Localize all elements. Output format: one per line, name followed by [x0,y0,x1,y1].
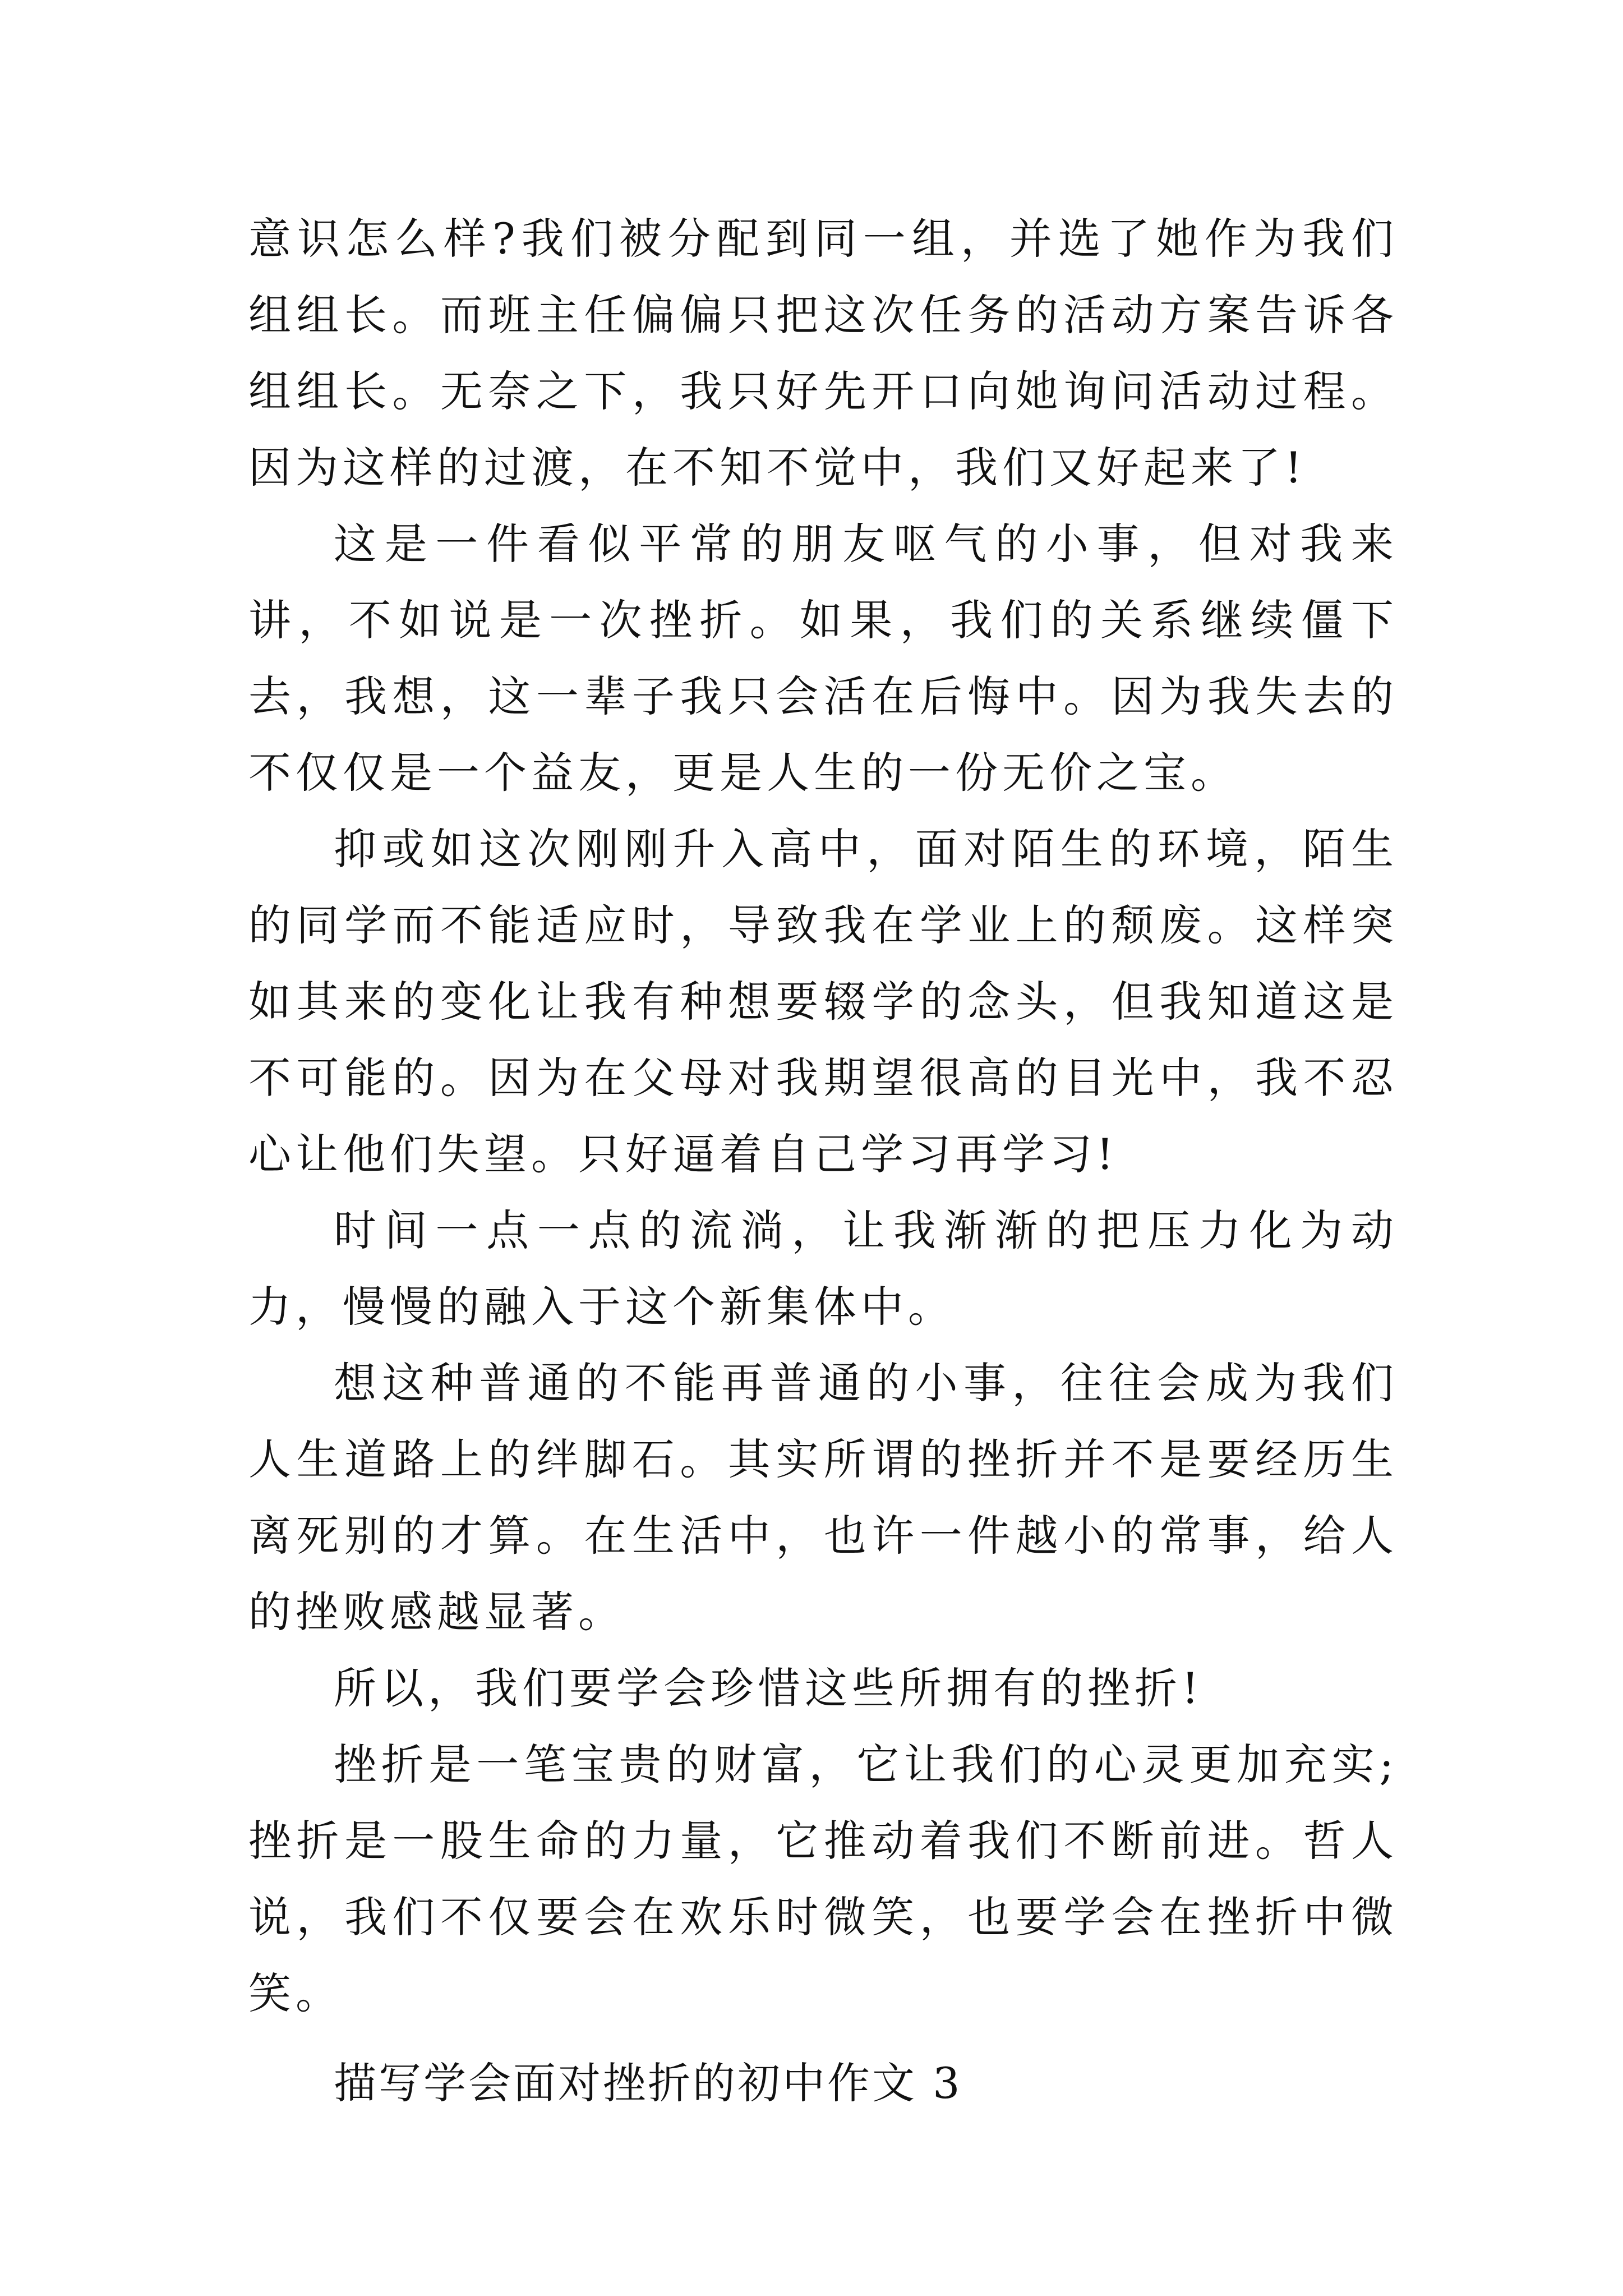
paragraph-6: 所以，我们要学会珍惜这些所拥有的挫折! [334,1663,1204,1713]
paragraph-2: 这是一件看似平常的朋友呕气的小事，但对我来讲，不如说是一次挫折。如果，我们的关系继续僵下去，我想，这一辈子我只会活在后悔中。因为我失去的不仅仅是一个益友，更是人生的一份无价之宝。 [248,519,1398,798]
paragraph-7: 挫折是一笔宝贵的财富，它让我们的心灵更加充实;挫折是一股生命的力量，它推动着我们不断前进。哲人说，我们不仅要会在欢乐时微笑，也要学会在挫折中微笑。 [248,1740,1398,2018]
paragraph-1: 意识怎么样?我们被分配到同一组，并选了她作为我们组组长。而班主任偏偏只把这次任务的活动方案告诉各组组长。无奈之下，我只好先开口向她询问活动过程。因为这样的过渡，在不知不觉中，我们又好起来了! [248,214,1398,493]
essay-body [248,201,1398,2122]
paragraph-4: 时间一点一点的流淌，让我渐渐的把压力化为动力，慢慢的融入于这个新集体中。 [248,1205,1398,1332]
paragraph-5: 想这种普通的不能再普通的小事，往往会成为我们人生道路上的绊脚石。其实所谓的挫折并不是要经历生离死别的才算。在生活中，也许一件越小的常事，给人的挫败感越显著。 [248,1358,1398,1637]
section-heading: 描写学会面对挫折的初中作文 3 [334,2058,962,2108]
paragraph-3: 抑或如这次刚刚升入高中，面对陌生的环境，陌生的同学而不能适应时，导致我在学业上的颓废。这样突如其来的变化让我有种想要辍学的念头，但我知道这是不可能的。因为在父母对我期望很高的目光中，我不忍心让他们失望。只好逼着自己学习再学习! [248,824,1398,1179]
